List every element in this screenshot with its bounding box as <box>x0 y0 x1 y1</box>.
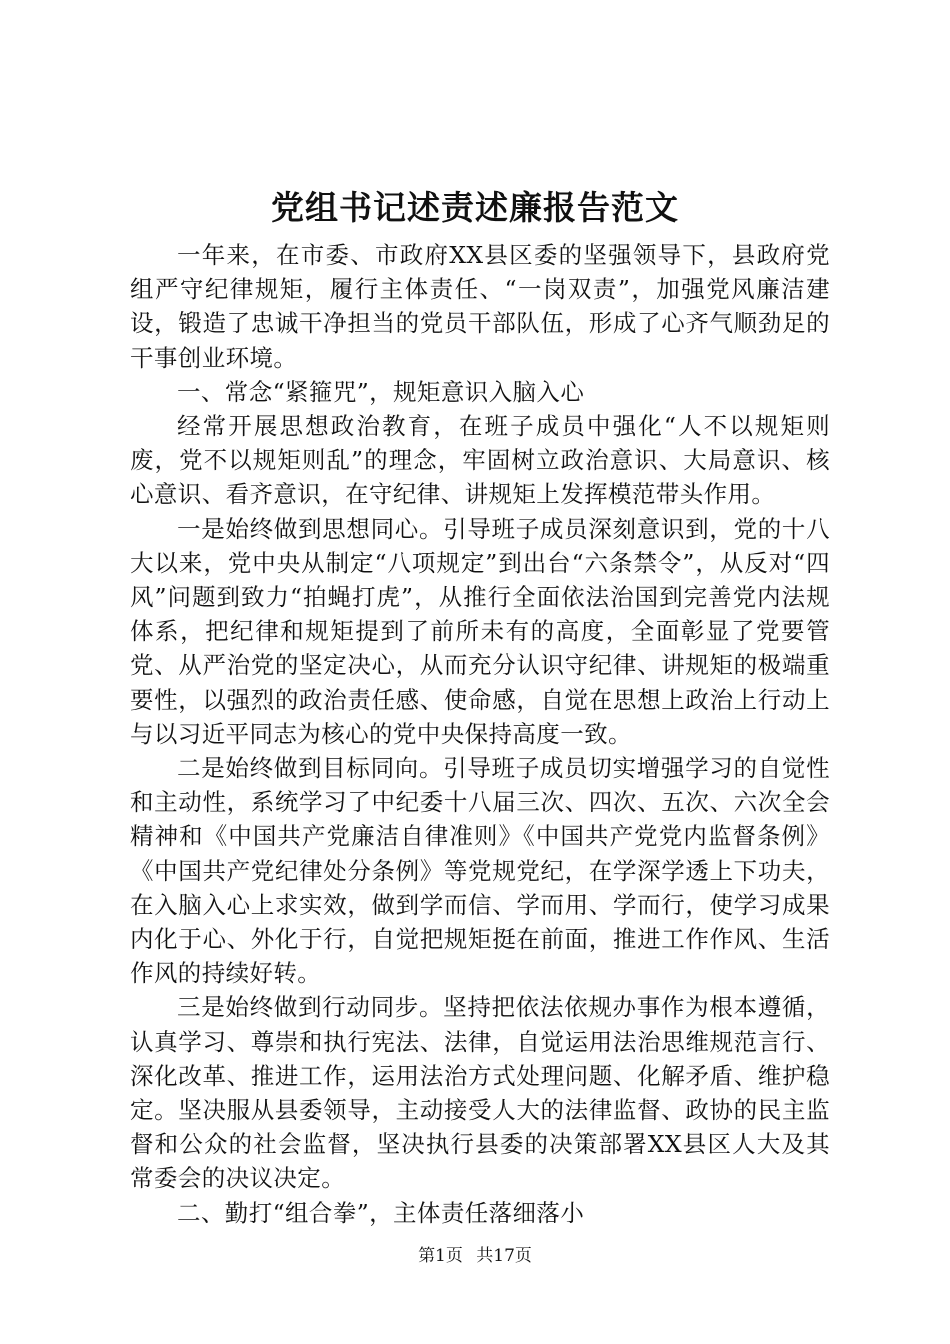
section-heading-1: 一、常念“紧箍咒”，规矩意识入脑入心 <box>177 377 585 406</box>
page-total: 共17页 <box>476 1246 532 1266</box>
paragraph-point-2: 二是始终做到目标同向。引导班子成员切实增强学习的自觉性和主动性，系统学习了中纪委十八届三次、四次、五次、六次全会精神和《中国共产党廉洁自律准则》《中国共产党党内监督条例》《中国共产党纪律处分条例》等党规党纪，在学深学透上下功夫，在入脑入心上求实效，做到学而信、学而用、学而行，使学习成果内化于心、外化于行，自觉把规矩挺在前面，推进工作作风、生活作风的持续好转。 <box>130 754 830 988</box>
page-number: 第1页 <box>418 1246 463 1266</box>
section-heading-2: 二、勤打“组合拳”，主体责任落细落小 <box>177 1198 585 1227</box>
paragraph-education: 经常开展思想政治教育，在班子成员中强化“人不以规矩则废，党不以规矩则乱”的理念，牢固树立政治意识、大局意识、核心意识、看齐意识，在守纪律、讲规矩上发挥模范带头作用。 <box>130 412 830 509</box>
document-title: 党组书记述责述廉报告范文 <box>271 188 679 227</box>
page-footer <box>0 1245 950 1267</box>
paragraph-intro: 一年来，在市委、市政府XX县区委的坚强领导下，县政府党组严守纪律规矩，履行主体责任、“一岗双责”，加强党风廉洁建设，锻造了忠诚干净担当的党员干部队伍，形成了心齐气顺劲足的干事创业环境。 <box>130 241 830 372</box>
document-body <box>130 238 830 1230</box>
paragraph-point-1: 一是始终做到思想同心。引导班子成员深刻意识到，党的十八大以来，党中央从制定“八项规定”到出台“六条禁令”，从反对“四风”问题到致力“拍蝇打虎”，从推行全面依法治国到完善党内法规体系，把纪律和规矩提到了前所未有的高度，全面彰显了党要管党、从严治党的坚定决心，从而充分认识守纪律、讲规矩的极端重要性，以强烈的政治责任感、使命感，自觉在思想上政治上行动上与以习近平同志为核心的党中央保持高度一致。 <box>130 514 830 748</box>
paragraph-point-3: 三是始终做到行动同步。坚持把依法依规办事作为根本遵循，认真学习、尊崇和执行宪法、法律，自觉运用法治思维规范言行、深化改革、推进工作，运用法治方式处理问题、化解矛盾、维护稳定。坚决服从县委领导，主动接受人大的法律监督、政协的民主监督和公众的社会监督，坚决执行县委的决策部署XX县区人大及其常委会的决议决定。 <box>130 993 830 1193</box>
